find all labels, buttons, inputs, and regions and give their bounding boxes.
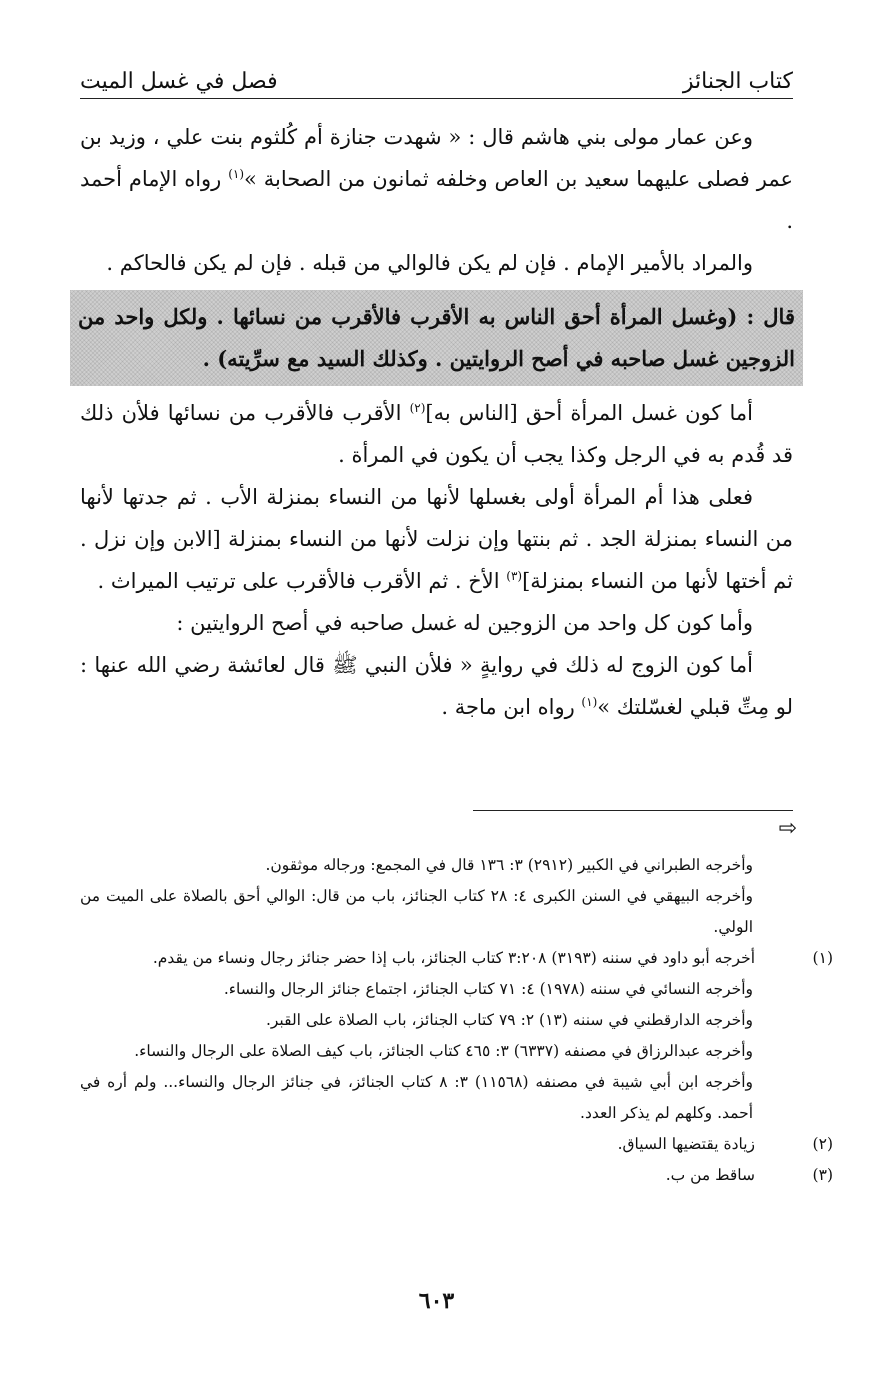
- footnotes: [80, 850, 833, 1191]
- footnote-1: [80, 943, 833, 974]
- paragraph-order-of-kin: [80, 476, 793, 602]
- page-number: ٦٠٣: [418, 1288, 455, 1314]
- footnote-text: زيادة يقتضيها السياق.: [617, 1135, 755, 1153]
- section-title: فصل في غسل الميت: [80, 69, 278, 94]
- paragraph-text: الأقرب فالأقرب من نسائها فلأن ذلك قد قُدم به في الرجل وكذا يجب أن يكون في المرأة .: [80, 401, 793, 467]
- paragraph-text: أما كون الزوج له ذلك في روايةٍ « فلأن النبي ﷺ قال لعائشة رضي الله عنها : لو مِتِّ قبلي لغسّلتك »: [80, 653, 793, 719]
- arrow-right-outline-icon: ⇨: [778, 816, 797, 841]
- paragraph-women-washing: [80, 392, 793, 476]
- footnote-number: (٣): [812, 1166, 833, 1184]
- footnote-number: (٢): [812, 1135, 833, 1153]
- paragraph-text: وعن عمار مولى بني هاشم قال : « شهدت جنازة أم كُلثوم بنت علي ، وزيد بن عمر فصلى عليهما سعيد بن العاص وخلفه ثمانون من الصحابة »: [80, 125, 793, 191]
- footnote-1-sub: وأخرجه ابن أبي شيبة في مصنفه (١١٥٦٨) ٣: ٨ كتاب الجنائز، في جنائز الرجال والنساء... ولم أره في أحمد. وكلهم لم يذكر العدد.: [80, 1073, 753, 1122]
- footnote-ref[interactable]: (٣): [506, 569, 523, 583]
- footnote-continuation: وأخرجه الطبراني في الكبير (٢٩١٢) ٣: ١٣٦ قال في المجمع: ورجاله موثقون.: [265, 856, 753, 874]
- footnote-continuation: وأخرجه البيهقي في السنن الكبرى ٤: ٢٨ كتاب الجنائز، باب من قال: الوالي أحق بالصلاة على الميت من الولي.: [80, 887, 754, 936]
- paragraph-husband-hadith: [80, 644, 793, 728]
- footnote-ref[interactable]: (١): [228, 167, 245, 181]
- footnote-1-sub: وأخرجه الدارقطني في سننه (١٣) ٢: ٧٩ كتاب الجنائز، باب الصلاة على القبر.: [265, 1011, 753, 1029]
- footnote-1-sub: وأخرجه النسائي في سننه (١٩٧٨) ٤: ٧١ كتاب الجنائز، اجتماع جنائز الرجال والنساء.: [223, 980, 753, 998]
- book-title: كتاب الجنائز: [682, 69, 793, 94]
- paragraph-text: رواه ابن ماجة .: [441, 695, 582, 719]
- matn-highlight: قال : (وغسل المرأة أحق الناس به الأقرب فالأقرب من نسائها . ولكل واحد من الزوجين غسل صاحبه في أصح الروايتين . وكذلك السيد مع سرِّيته) .: [70, 290, 803, 386]
- footnote-separator: [473, 810, 793, 811]
- main-text: [80, 116, 793, 728]
- footnote-text: أخرجه أبو داود في سننه (٣١٩٣) ٣:٢٠٨ كتاب الجنائز، باب إذا حضر جنائز رجال ونساء من يقدم.: [152, 949, 755, 967]
- paragraph-ammar-narration: [80, 116, 793, 242]
- paragraph-text: أما كون غسل المرأة أحق [الناس به]: [425, 401, 754, 425]
- footnote-1-sub: وأخرجه عبدالرزاق في مصنفه (٦٣٣٧) ٣: ٤٦٥ كتاب الجنائز، باب كيف الصلاة على الرجال والنساء.: [134, 1042, 753, 1060]
- footnote-2: [80, 1129, 833, 1160]
- paragraph-text: فعلى هذا أم المرأة أولى بغسلها لأنها من النساء بمنزلة الأب . ثم جدتها لأنها من النساء بمنزلة الجد . ثم بنتها وإن نزلت لأنها من النساء بمنزلة [الابن وإن نزل . ثم أختها لأنها من النساء بمنزلة]: [80, 485, 793, 593]
- footnote-ref[interactable]: (٢): [409, 401, 426, 415]
- footnote-text: ساقط من ب.: [665, 1166, 755, 1184]
- footnote-ref[interactable]: (١): [581, 695, 598, 709]
- paragraph-text: الأخ . ثم الأقرب فالأقرب على ترتيب الميراث .: [97, 569, 507, 593]
- running-header: [80, 54, 793, 99]
- footnote-3: [80, 1160, 833, 1191]
- paragraph-spouses: وأما كون كل واحد من الزوجين له غسل صاحبه في أصح الروايتين :: [176, 611, 753, 635]
- paragraph-text: رواه الإمام أحمد .: [80, 167, 793, 233]
- footnote-number: (١): [812, 949, 833, 967]
- paragraph-amir-meaning: والمراد بالأمير الإمام . فإن لم يكن فالوالي من قبله . فإن لم يكن فالحاكم .: [106, 251, 753, 275]
